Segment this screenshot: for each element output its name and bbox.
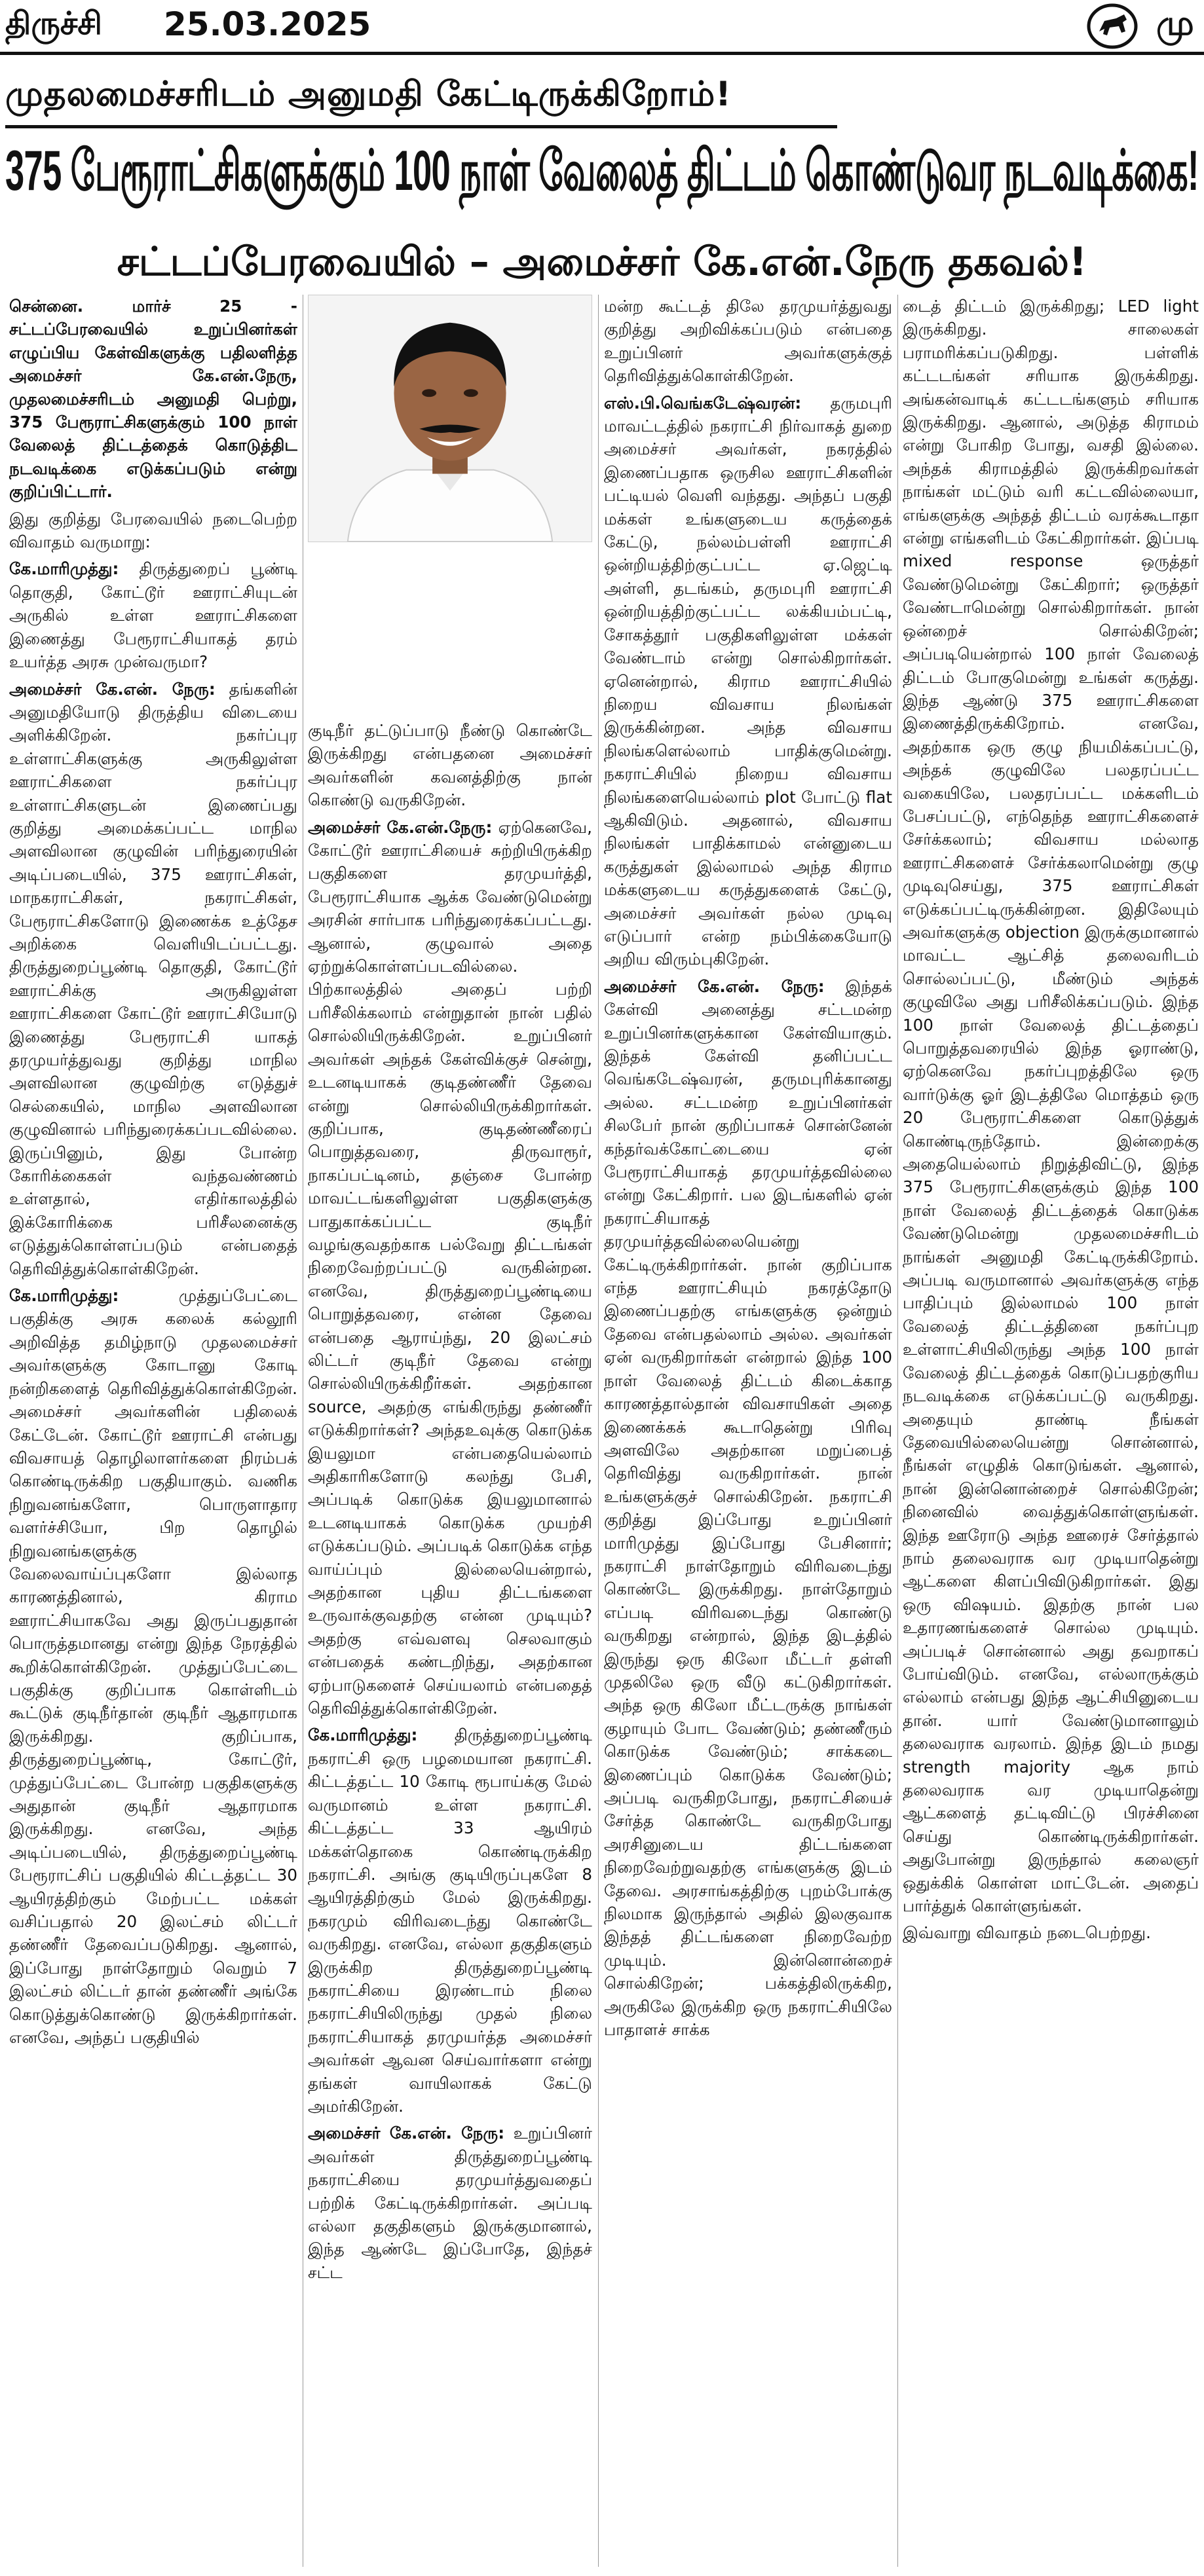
paragraph: கே.மாரிமுத்து: முத்துப்பேட்டை பகுதிக்கு அரசு கலைக் கல்லூரி அறிவித்த தமிழ்நாடு முதலமைச்சர் அவர்களுக்கு கோடானு கோடி நன்றிகளைத் தெரிவித்துக்கொள்கிறேன். அமைச்சர் அவர்களின் பதிலைக் கேட்டேன். கோட்டூர் ஊராட்சி என்பது விவசாயத் தொழிலாளர்களை நிரம்பக் கொண்டிருக்கிற பகுதியாகும். வணிக நிறுவனங்களோ, பொருளாதார வளர்ச்சியோ, பிற தொழில் நிறுவனங்களுக்கு வேலைவாய்ப்புகளோ இல்லாத காரணத்தினால், கிராம ஊராட்சியாகவே அது இருப்பதுதான் பொருத்தமானது என்று இந்த நேரத்தில் கூறிக்கொள்கிறேன். முத்துப்பேட்டை பகுதிக்கு குறிப்பாக கொள்ளிடம் கூட்டுக் குடிநீர்தான் குடிநீர் ஆதாரமாக இருக்கிறது. குறிப்பாக, திருத்துறைப்பூண்டி, கோட்டூர், முத்துப்பேட்டை போன்ற பகுதிகளுக்கு அதுதான் குடிநீர் ஆதாரமாக இருக்கிறது. எனவே, அந்த அடிப்படையில், திருத்துறைப்பூண்டி பேரூராட்சிப் பகுதியில் கிட்டத்தட்ட 30 ஆயிரத்திற்கும் மேற்பட்ட மக்கள் வசிப்பதால் 20 இலட்சம் லிட்டர் தண்ணீர் தேவைப்படுகிறது. ஆனால், இப்போது நாள்தோறும் வெறும் 7 இலட்சம் லிட்டர் தான் தண்ணீர் அங்கே கொடுத்துக்கொண்டு இருக்கிறார்கள். எனவே, அந்தப் பகுதியில் — [9, 1286, 297, 2048]
column-rule — [897, 295, 898, 2567]
dateline: சென்னை. மார்ச் 25 - — [9, 297, 297, 316]
lead-paragraph: சென்னை. மார்ச் 25 - சட்டப்பேரவையில் உறுப்பினர்கள் எழுப்பிய கேள்விகளுக்கு பதிலளித்த அமைச்சர் கே.என்.நேரு, முதலமைச்சரிடம் அனுமதி பெற்று, 375 பேரூராட்சிகளுக்கும் 100 நாள் வேலைத் திட்டத்தைக் கொடுத்திட நடவடிக்கை எடுக்கப்படும் என்று குறிப்பிட்டார். — [9, 297, 297, 502]
paragraph: டைத் திட்டம் இருக்கிறது; LED light இருக்கிறது. சாலைகள் பராமரிக்கப்படுகிறது. பள்ளிக் கட்டடங்கள் சரியாக இருக்கிறது. அங்கன்வாடிக் கட்டடங்களும் சரியாக இருக்கிறது. ஆனால், அடுத்த கிராமம் என்று போகிற போது, வசதி இல்லை. அந்தக் கிராமத்தில் இருக்கிறவர்கள் நாங்கள் மட்டும் வரி கட்டவில்லையா, எங்களுக்கு அந்தத் திட்டம் வரக்கூடாதா என்று எங்களிடம் கேட்கிறார்கள். இப்படி mixed response ஒருத்தர் வேண்டுமென்று கேட்கிறார்; ஒருத்தர் வேண்டாமென்று சொல்கிறார்கள். நான் ஒன்றைச் சொல்கிறேன்; அப்படியென்றால் 100 நாள் வேலைத் திட்டம் போகுமென்று உங்கள் கருத்து. இந்த ஆண்டு 375 ஊராட்சிகளை இணைத்திருக்கிறோம். எனவே, அதற்காக ஒரு குழு நியமிக்கப்பட்டு, அந்தக் குழுவிலே பலதரப்பட்ட வகையிலே, பலதரப்பட்ட மக்களிடம் பேசப்பட்டு, எந்தெந்த ஊராட்சிகளைச் சேர்க்கலாம்; விவசாய மல்லாத ஊராட்சிகளைச் சேர்க்கலாமென்று குழு முடிவுசெய்து, 375 ஊராட்சிகள் எடுக்கப்பட்டிருக்கின்றன. இதிலேயும் அவர்களுக்கு objection இருக்குமானால் மாவட்ட ஆட்சித் தலைவரிடம் சொல்லப்பட்டு, மீண்டும் அந்தக் குழுவிலே அது பரிசீலிக்கப்படும். இந்த 100 நாள் வேலைத் திட்டத்தைப் பொறுத்தவரையில் இந்த ஓராண்டு, ஏற்கெனவே நகர்ப்புறத்திலே ஒரு வார்டுக்கு ஓர் இடத்திலே மொத்தம் ஒரு 20 பேரூராட்சிகளை கொடுத்துக் கொண்டிருந்தோம். இன்றைக்கு அதையெல்லாம் நிறுத்திவிட்டு, இந்த 375 பேரூராட்சிகளுக்கும் இந்த 100 நாள் வேலைத் திட்டத்தைக் கொடுக்க வேண்டுமென்று முதலமைச்சரிடம் நாங்கள் அனுமதி கேட்டிருக்கிறோம். அப்படி வருமானால் அவர்களுக்கு எந்த பாதிப்பும் இல்லாமல் 100 நாள் வேலைத் திட்டத்தினை நகர்ப்புற உள்ளாட்சியிலிருந்து அந்த 100 நாள் வேலைத் திட்டத்தைக் கொடுப்பதற்குரிய நடவடிக்கை எடுக்கப்பட்டு வருகிறது. அதையும் தாண்டி நீங்கள் தேவையில்லையென்று சொன்னால், நீங்கள் எழுதிக் கொடுங்கள். ஆனால், நான் இன்னொன்றைச் சொல்கிறேன்; நினைவில் வைத்துக்கொள்ளுங்கள். இந்த ஊரோடு அந்த ஊரைச் சேர்த்தால் நாம் தலைவராக வர முடியாதென்று ஆட்களை கிளப்பிவிடுகிறார்கள். இது ஒரு விஷயம். இதற்கு நான் பல உதாரணங்களைச் சொல்ல முடியும். அப்படிச் சொன்னால் அது தவறாகப் போய்விடும். எனவே, எல்லாருக்கும் எல்லாம் என்பது இந்த ஆட்சியினுடைய தான். யார் வேண்டுமானாலும் தலைவராக வரலாம். இந்த இடம் நமது strength majority ஆக நாம் தலைவராக வர முடியாதென்று ஆட்களைத் தட்டிவிட்டு பிரச்சினை செய்து கொண்டிருக்கிறார்கள். அதுபோன்று இருந்தால் கலைஞர் ஒதுக்கிக் கொள்ள மாட்டேன். அதைப் பார்த்துக் கொள்ளுங்கள். — [903, 297, 1199, 1916]
article-column-2 — [308, 719, 592, 2572]
paragraph: எஸ்.பி.வெங்கடேஷ்வரன்: தருமபுரி மாவட்டத்தில் நகராட்சி நிர்வாகத் துறை அமைச்சர் அவர்கள், நகரத்தில் இணைப்பதாக ஒருசில ஊராட்சிகளின் பட்டியல் வெளி வந்தது. அந்தப் பகுதி மக்கள் உங்களுடைய கருத்தைக் கேட்டு, நல்லம்பள்ளி ஊராட்சி ஒன்றியத்திற்குட்பட்ட ஏ.ஜெட்டி அள்ளி, தடங்கம், தருமபுரி ஊராட்சி ஒன்றியத்திற்குட்பட்ட லக்கியம்பட்டி, சோகத்தூர் பகுதிகளிலுள்ள மக்கள் வேண்டாம் என்று சொல்கிறார்கள். ஏனென்றால், கிராம ஊராட்சியில் நிறைய விவசாய நிலங்கள் இருக்கின்றன. அந்த விவசாய நிலங்களெல்லாம் பாதிக்குமென்று. நகராட்சியில் நிறைய விவசாய நிலங்களையெல்லாம் plot போட்டு flat ஆகிவிடும். அதனால், விவசாய நிலங்கள் பாதிக்காமல் என்னுடைய கருத்துகள் இல்லாமல் அந்த கிராம மக்களுடைய கருத்துகளைக் கேட்டு, அமைச்சர் அவர்கள் நல்ல முடிவு எடுப்பார் என்ற நம்பிக்கையோடு அறிய விரும்புகிறேன். — [604, 393, 892, 969]
masthead — [0, 0, 1204, 55]
paragraph: அமைச்சர் கே.என். நேரு: இந்தக் கேள்வி அனைத்து சட்டமன்ற உறுப்பினர்களுக்கான கேள்வியாகும். இந்தக் கேள்வி தனிப்பட்ட வெங்கடேஷ்வரன், தருமபுரிக்கானது அல்ல. சட்டமன்ற உறுப்பினர்கள் சிலபேர் நான் குறிப்பாகச் சொன்னேன் கந்தர்வக்கோட்டையை ஏன் பேரூராட்சியாகத் தரமுயர்த்தவில்லை என்று கேட்கிறார். பல இடங்களில் ஏன் நகராட்சியாகத் தரமுயர்த்தவில்லையென்று கேட்டிருக்கிறார்கள். நான் குறிப்பாக எந்த ஊராட்சியும் நகரத்தோடு இணைப்பதற்கு எங்களுக்கு ஒன்றும் தேவை என்பதல்லாம் அல்ல. அவர்கள் ஏன் வருகிறார்கள் என்றால் இந்த 100 நாள் வேலைத் திட்டம் கிடைக்காத காரணத்தால்தான் விவசாயிகள் அதை இணைக்கக் கூடாதென்று பிரிவு அளவிலே அதற்கான மறுப்பைத் தெரிவித்து வருகிறார்கள். நான் உங்களுக்குச் சொல்கிறேன். நகராட்சி குறித்து இப்போது உறுப்பினர் மாரிமுத்து இப்போது பேசினார்; நகராட்சி நாள்தோறும் விரிவடைந்து கொண்டே இருக்கிறது. நாள்தோறும் எப்படி விரிவடைந்து கொண்டு வருகிறது என்றால், இந்த இடத்தில் இருந்து ஒரு கிலோ மீட்டர் தள்ளி முதலிலே ஒரு வீடு கட்டுகிறார்கள். அந்த ஒரு கிலோ மீட்டருக்கு நாங்கள் குழாயும் போட வேண்டும்; தண்ணீரும் கொடுக்க வேண்டும்; சாக்கடை இணைப்பும் கொடுக்க வேண்டும்; அப்படி வருகிறபோது, நகராட்சியைச் சேர்த்த கொண்டே வருகிறபோது அரசினுடைய திட்டங்களை நிறைவேற்றுவதற்கு எங்களுக்கு இடம் தேவை. அரசாங்கத்திற்கு புறம்போக்கு நிலமாக இருந்தால் அதில் இலகுவாக இந்தத் திட்டங்களை நிறைவேற்ற முடியும். இன்னொன்றைச் சொல்கிறேன்; பக்கத்திலிருக்கிற, அருகிலே இருக்கிற ஒரு நகராட்சியிலே பாதாளச் சாக்க — [604, 976, 892, 2040]
paragraph: இது குறித்து பேரவையில் நடைபெற்ற விவாதம் வருமாறு: — [9, 509, 297, 552]
paragraph: அமைச்சர் கே.என். நேரு: தங்களின் அனுமதியோடு திருத்திய விடையை அளிக்கிறேன். நகர்ப்புர உள்ளாட்சிகளுக்கு அருகிலுள்ள ஊராட்சிகளை நகர்ப்புர உள்ளாட்சிகளுடன் இணைப்பது குறித்து அமைக்கப்பட்ட மாநில அளவிலான குழுவின் பரிந்துரையின் அடிப்படையில், 375 ஊராட்சிகள், மாநகராட்சிகள், நகராட்சிகள், பேரூராட்சிகளோடு இணைக்க உத்தேச அறிக்கை வெளியிடப்பட்டது. திருத்துறைப்பூண்டி தொகுதி, கோட்டூர் ஊராட்சிக்கு அருகிலுள்ள ஊராட்சிகளை கோட்டூர் ஊராட்சியோடு இணைத்து பேரூராட்சி யாகத் தரமுயர்த்துவது குறித்து மாநில அளவிலான குழுவிற்கு எடுத்துச் செல்கையில், மாநில அளவிலான குழுவினால் பரிந்துரைக்கப்படவில்லை. இருப்பினும், இது போன்ற கோரிக்கைகள் வந்தவண்ணம் உள்ளதால், எதிர்காலத்தில் இக்கோரிக்கை பரிசீலனைக்கு எடுத்துக்கொள்ளப்படும் என்பதைத் தெரிவித்துக்கொள்கிறேன். — [9, 679, 297, 1278]
closing-paragraph: இவ்வாறு விவாதம் நடைபெற்றது. — [903, 1923, 1151, 1943]
portrait-illustration — [309, 295, 592, 542]
speaker-name: எஸ்.பி.வெங்கடேஷ்வரன்: — [604, 393, 802, 413]
article-column-3 — [604, 295, 892, 2572]
speaker-name: கே.மாரிமுத்து: — [308, 1725, 418, 1745]
speaker-name: அமைச்சர் கே.என். நேரு: — [604, 976, 825, 996]
paragraph: கே.மாரிமுத்து: திருத்துறைப் பூண்டி தொகுதி, கோட்டூர் ஊராட்சியுடன் அருகில் உள்ள ஊராட்சிகளை இணைத்து பேரூராட்சியாகத் தரம் உயர்த்த அரசு முன்வருமா? — [9, 559, 297, 672]
minister-photo — [308, 295, 592, 542]
kicker-headline: முதலமைச்சரிடம் அனுமதி கேட்டிருக்கிறோம்! — [5, 75, 837, 128]
edition-date: 25.03.2025 — [164, 5, 371, 43]
paragraph: அமைச்சர் கே.என். நேரு: உறுப்பினர் அவர்கள் திருத்துறைப்பூண்டி நகராட்சியை தரமுயர்த்துவதைப் பற்றிக் கேட்டிருக்கிறார்கள். அப்படி எல்லா தகுதிகளும் இருக்குமானால், இந்த ஆண்டே இப்போதே, இந்தச் சட்ட — [308, 2124, 592, 2282]
subheadline: சட்டப்பேரவையில் – அமைச்சர் கே.என்.நேரு தகவல்! — [117, 239, 1087, 285]
speaker-name: அமைச்சர் கே.என். நேரு: — [9, 679, 216, 699]
speaker-name: அமைச்சர் கே.என். நேரு: — [308, 2124, 505, 2143]
bull-emblem-icon — [1086, 3, 1138, 50]
paragraph: குடிநீர் தட்டுப்பாடு நீண்டு கொண்டே இருக்கிறது என்பதனை அமைச்சர் அவர்களின் கவனத்திற்கு நான் கொண்டு வருகிறேன். — [308, 721, 592, 810]
speaker-name: கே.மாரிமுத்து: — [9, 559, 119, 579]
paragraph: மன்ற கூட்டத் திலே தரமுயர்த்துவது குறித்து அறிவிக்கப்படும் என்பதை உறுப்பினர் அவர்களுக்குத் தெரிவித்துக்கொள்கிறேன். — [604, 297, 892, 386]
article-column-1 — [9, 295, 297, 2572]
article-column-4 — [903, 295, 1199, 2572]
paragraph: அமைச்சர் கே.என்.நேரு: ஏற்கெனவே, கோட்டூர் ஊராட்சியைச் சுற்றியிருக்கிற பகுதிகளை தரமுயர்த்தி, பேரூராட்சியாக ஆக்க வேண்டுமென்று அரசின் சார்பாக பரிந்துரைக்கப்பட்டது. ஆனால், குழுவால் அதை ஏற்றுக்கொள்ளப்படவில்லை. பிற்காலத்தில் அதைப் பற்றி பரிசீலிக்கலாம் என்றுதான் நான் பதில் சொல்லியிருக்கிறேன். உறுப்பினர் அவர்கள் அந்தக் கேள்விக்குச் சென்று, உடனடியாகக் குடிதண்ணீர் தேவை என்று சொல்லியிருக்கிறார்கள். குறிப்பாக, குடிதண்ணீரைப் பொறுத்தவரை, திருவாரூர், நாகப்பட்டினம், தஞ்சை போன்ற மாவட்டங்களிலுள்ள பகுதிகளுக்கு பாதுகாக்கப்பட்ட குடிநீர் வழங்குவதற்காக பல்வேறு திட்டங்கள் நிறைவேற்றப்பட்டு வருகின்றன. எனவே, திருத்துறைப்பூண்டியை பொறுத்தவரை, என்ன தேவை என்பதை ஆராய்ந்து, 20 இலட்சம் லிட்டர் குடிநீர் தேவை என்று சொல்லியிருக்கிறீர்கள். அதற்கான source, அதற்கு எங்கிருந்து தண்ணீர் எடுக்கிறார்கள்? அந்தஉவுக்கு கொடுக்க இயலுமா என்பதையெல்லாம் அதிகாரிகளோடு கலந்து பேசி, அப்படிக் கொடுக்க இயலுமானால் உடனடியாகக் கொடுக்க முயற்சி எடுக்கப்படும். அப்படிக் கொடுக்க எந்த வாய்ப்பும் இல்லையென்றால், அதற்கான புதிய திட்டங்களை உருவாக்குவதற்கு என்ன முடியும்? அதற்கு எவ்வளவு செலவாகும் என்பதைக் கண்டறிந்து, அதற்கான ஏற்பாடுகளைச் செய்யலாம் என்பதைத் தெரிவித்துக்கொள்கிறேன். — [308, 817, 592, 1718]
main-headline: 375 பேரூராட்சிகளுக்கும் 100 நாள் வேலைத் திட்டம் கொண்டுவர நடவடிக்கை! — [5, 139, 1199, 202]
column-rule — [598, 295, 599, 2567]
paragraph: கே.மாரிமுத்து: திருத்துறைப்பூண்டி நகராட்சி ஒரு பழமையான நகராட்சி. கிட்டத்தட்ட 10 கோடி ரூபாய்க்கு மேல் வருமானம் உள்ள நகராட்சி. கிட்டத்தட்ட 33 ஆயிரம் மக்கள்தொகை கொண்டிருக்கிற நகராட்சி. அங்கு குடியிருப்புகளே 8 ஆயிரத்திற்கும் மேல் இருக்கிறது. நகரமும் விரிவடைந்து கொண்டே வருகிறது. எனவே, எல்லா தகுதிகளும் இருக்கிற திருத்துறைப்பூண்டி நகராட்சியை இரண்டாம் நிலை நகராட்சியிலிருந்து முதல் நிலை நகராட்சியாகத் தரமுயர்த்த அமைச்சர் அவர்கள் ஆவன செய்வார்களா என்று தங்கள் வாயிலாகக் கேட்டு அமர்கிறேன். — [308, 1725, 592, 2116]
masthead-title-fragment: மு — [1156, 4, 1194, 43]
edition-city: திருச்சி — [5, 5, 102, 42]
speaker-name: அமைச்சர் கே.என்.நேரு: — [308, 817, 493, 837]
speaker-name: கே.மாரிமுத்து: — [9, 1286, 119, 1306]
